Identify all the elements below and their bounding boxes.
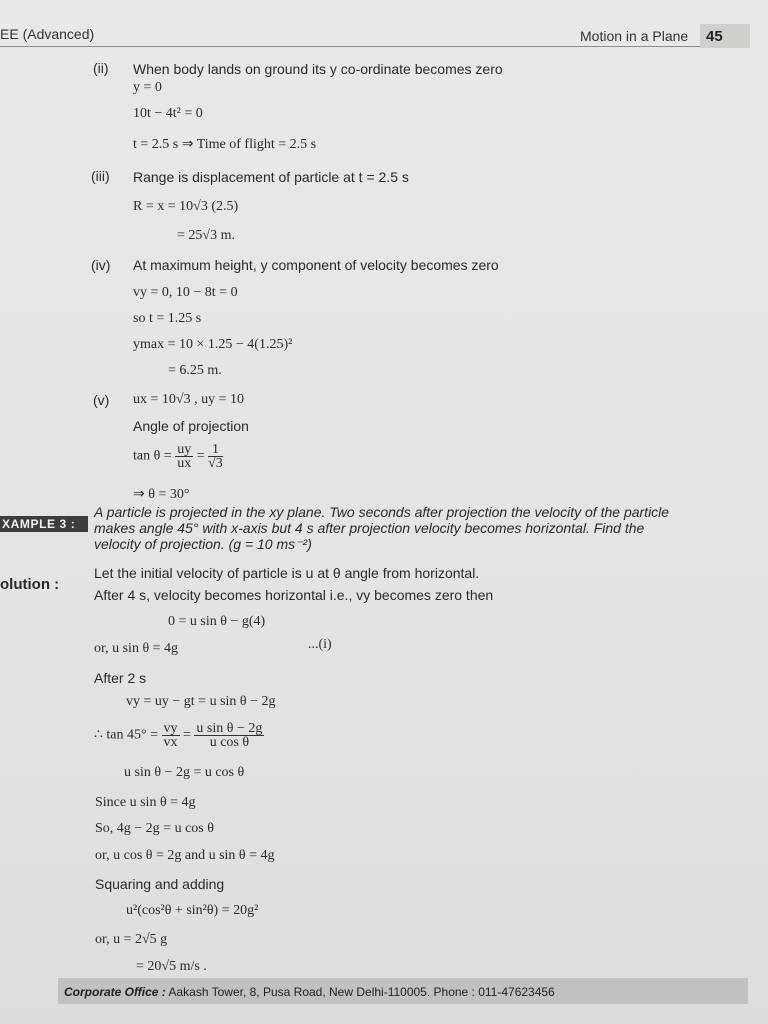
solution-line-11: or, u cos θ = 2g and u sin θ = 4g	[95, 848, 275, 863]
solution-line-3: 0 = u sin θ − g(4)	[168, 614, 266, 629]
solution-line-4: or, u sin θ = 4g	[94, 641, 179, 656]
part-iii-eq2: = 25√3 m.	[177, 228, 235, 243]
header-chapter-title: Motion in a Plane	[580, 28, 689, 44]
part-ii-eq2: 10t − 4t² = 0	[133, 106, 203, 121]
solution-line-9: Since u sin θ = 4g	[95, 795, 196, 810]
solution-line-14: or, u = 2√5 g	[95, 932, 168, 947]
header-left: EE (Advanced)	[0, 26, 95, 42]
fraction-numerator: 1	[208, 443, 223, 457]
part-iv-eq1: vy = 0, 10 − 8t = 0	[133, 285, 238, 300]
part-iv-eq3: ymax = 10 × 1.25 − 4(1.25)²	[133, 337, 293, 352]
part-ii-number: (ii)	[93, 60, 109, 76]
solution-line-10: So, 4g − 2g = u cos θ	[95, 821, 214, 836]
part-iv-eq4: = 6.25 m.	[168, 363, 222, 378]
solution-tan45-equation	[94, 722, 264, 749]
footer-label: Corporate Office :	[64, 985, 166, 999]
part-iv-eq2: so t = 1.25 s	[133, 311, 202, 326]
part-ii-text: When body lands on ground its y co-ordinate becomes zero	[133, 61, 503, 77]
page-number: 45	[706, 28, 723, 45]
fraction-vy-vx	[162, 722, 180, 749]
fraction-denominator: √3	[208, 456, 223, 471]
part-v-tan-equation	[133, 443, 223, 470]
part-iii-number: (iii)	[91, 168, 110, 184]
solution-label: olution :	[0, 576, 60, 593]
fraction-uy-ux	[175, 443, 193, 470]
fraction-usin-ucos	[194, 722, 264, 749]
example-question: A particle is projected in the xy plane. Two seconds after projection the velocity of the particle makes angle 45° with x-axis but 4 s after projection velocity becomes horizontal. Find the velocity of projection. (g = 10 ms⁻²)	[94, 504, 670, 552]
fraction-denominator: ux	[177, 456, 192, 471]
part-v-result: ⇒ θ = 30°	[133, 487, 190, 502]
part-iii-eq1: R = x = 10√3 (2.5)	[133, 199, 239, 214]
solution-line-12: Squaring and adding	[95, 876, 225, 892]
equals-sign: =	[183, 727, 191, 743]
part-iv-text: At maximum height, y component of velocity becomes zero	[133, 257, 499, 273]
fraction-denominator: vx	[163, 735, 178, 750]
part-ii-eq1: y = 0	[133, 80, 162, 95]
part-iii-text: Range is displacement of particle at t = 2.5 s	[133, 169, 409, 185]
fraction-numerator: vy	[163, 721, 178, 736]
fraction-1-root3	[208, 443, 223, 470]
fraction-numerator: u sin θ − 2g	[196, 721, 263, 736]
part-v-text: Angle of projection	[133, 418, 249, 434]
solution-line-1: Let the initial velocity of particle is u at θ angle from horizontal.	[94, 565, 480, 581]
solution-line-13: u²(cos²θ + sin²θ) = 20g²	[126, 903, 259, 918]
example-label: XAMPLE 3 :	[2, 517, 76, 531]
header-rule	[0, 46, 700, 47]
solution-line-15: = 20√5 m/s .	[136, 959, 207, 974]
footer-text	[64, 985, 555, 999]
part-iv-number: (iv)	[91, 257, 111, 273]
solution-line-6: vy = uy − gt = u sin θ − 2g	[126, 694, 276, 709]
fraction-numerator: uy	[177, 442, 192, 457]
solution-line-5: After 2 s	[94, 670, 147, 686]
part-ii-eq3: t = 2.5 s ⇒ Time of flight = 2.5 s	[133, 137, 317, 152]
solution-line-2: After 4 s, velocity becomes horizontal i.e., vy becomes zero then	[94, 587, 494, 603]
tan45-lhs: ∴ tan 45° =	[94, 727, 159, 743]
equation-tag: ...(i)	[308, 637, 332, 652]
footer-address: Aakash Tower, 8, Pusa Road, New Delhi-110005. Phone : 011-47623456	[165, 985, 555, 999]
tan-lhs: tan θ =	[133, 448, 172, 464]
part-v-number: (v)	[93, 392, 110, 408]
part-v-eq1: ux = 10√3 , uy = 10	[133, 392, 244, 407]
solution-line-8: u sin θ − 2g = u cos θ	[124, 765, 245, 780]
equals-sign: =	[196, 448, 205, 464]
fraction-denominator: u cos θ	[209, 735, 250, 750]
